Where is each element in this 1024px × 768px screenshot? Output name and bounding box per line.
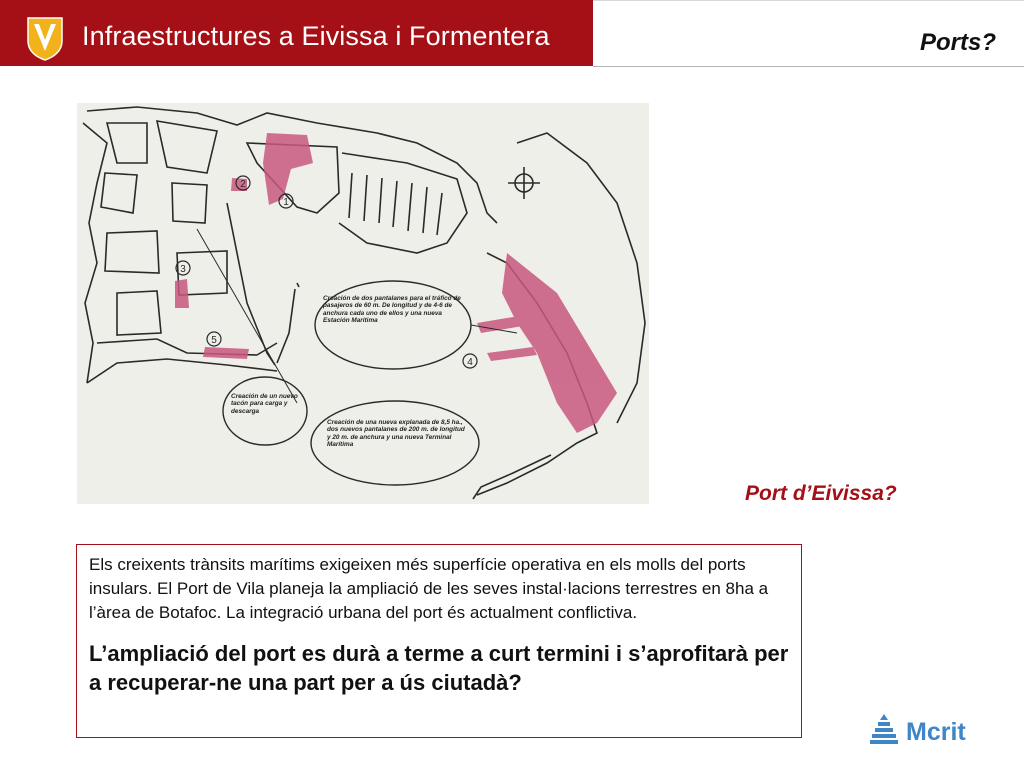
map-marker-1: 1 (283, 197, 289, 208)
conclusion-paragraph: L’ampliació del port es durà a terme a curt termini i s’aprofitarà per a recuperar-ne una part per a ús ciutadà? (89, 641, 789, 695)
port-map (77, 103, 649, 504)
section-title: Ports? (919, 29, 996, 56)
callout-passenger-piers: Creación de dos pantalanes para el tráfico de pasajeros de 60 m. De longitud y de 4-6 de anchura cada uno de ellos y una nueva Estación Marítima (323, 295, 461, 325)
callout-new-wharf: Creación de un nuevo tacón para carga y descarga (231, 393, 298, 415)
brand-name: Mcrit (906, 718, 966, 746)
map-caption: Port d’Eivissa? (745, 482, 897, 505)
map-marker-4: 4 (467, 357, 473, 368)
description-paragraph: Els creixents trànsits marítims exigeixen més superfície operativa en els molls del ports insulars. El Port de Vila planeja la ampliació de les seves instal·lacions terrestres en 8ha a l’àrea de Botafoc. La integració urbana del port és actualment conflictiva. (89, 555, 769, 622)
map-marker-3: 3 (180, 264, 186, 275)
header-rule-top (593, 0, 1024, 1)
description-box (76, 544, 802, 738)
header-rule (593, 66, 1024, 67)
shield-logo-icon (26, 15, 64, 61)
map-marker-2: 2 (240, 179, 246, 190)
callout-new-esplanade: Creación de una nueva explanada de 8,5 ha., dos nuevos pantalanes de 200 m. de longitud y 20 m. de anchura y una nueva Terminal Marítima (327, 419, 465, 449)
map-marker-5: 5 (211, 335, 217, 346)
page-title: Infraestructures a Eivissa i Formentera (82, 21, 550, 51)
